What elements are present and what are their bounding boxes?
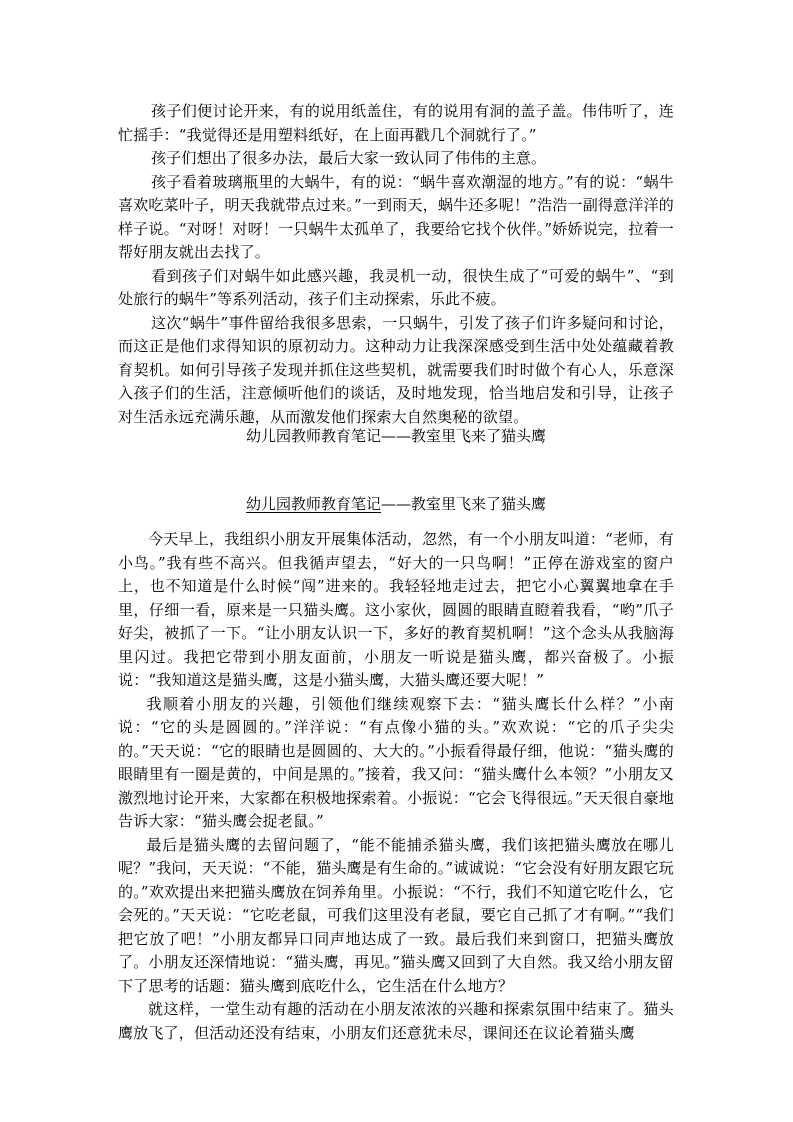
- owl-story-section: [118, 528, 674, 1045]
- snail-story-section: [118, 100, 674, 429]
- paragraph: 孩子们想出了很多办法，最后大家一致认同了伟伟的主意。: [151, 149, 547, 167]
- article-title: [118, 493, 674, 515]
- paragraph: 我顺着小朋友的兴趣，引领他们继续观察下去：“猫头鹰长什么样？”小南说：“它的头是圆圆的。”洋洋说：“有点像小猫的头。”欢欢说：“它的爪子尖尖的。”天天说：“它的眼睛也是圆圆的、大大的。”小振看得最仔细，他说：“猫头鹰的眼睛里有一圈是黄的，中间是黑的。”接着，我又问：“猫头鹰什么本领？”小朋友又激烈地讨论开来，大家都在积极地探索着。小振说：“它会飞得很远。”天天很自豪地告诉大家：“猫头鹰会捉老鼠。”: [118, 694, 674, 830]
- article-title-link[interactable]: 幼儿园教师教育笔记: [245, 495, 381, 513]
- paragraph: 就这样，一堂生动有趣的活动在小朋友浓浓的兴趣和探索氛围中结束了。猫头鹰放飞了，但活动还没有结束，小朋友们还意犹未尽，课间还在议论着猫头鹰: [118, 1000, 674, 1042]
- section-title: 幼儿园教师教育笔记——教室里飞来了猫头鹰: [245, 427, 546, 445]
- paragraph: 今天早上，我组织小朋友开展集体活动，忽然，有一个小朋友叫道：“老师，有小鸟。”我有些不高兴。但我循声望去，“好大的一只鸟啊！”正停在游戏室的窗户上，也不知道是什么时候“闯”进来的。我轻轻地走过去，把它小心翼翼地拿在手里，仔细一看，原来是一只猫头鹰。这小家伙，圆圆的眼睛直瞪着我看，“哟”爪子好尖，被抓了一下。“让小朋友认识一下，多好的教育契机啊！”这个念头从我脑海里闪过。我把它带到小朋友面前，小朋友一听说是猫头鹰，都兴奋极了。小振说：“我知道这是猫头鹰，这是小猫头鹰，大猫头鹰还要大呢！”: [118, 530, 674, 689]
- article-title-rest: ——教室里飞来了猫头鹰: [381, 495, 547, 513]
- paragraph: 孩子们便讨论开来，有的说用纸盖住，有的说用有洞的盖子盖。伟伟听了，连忙摇手：“我觉得还是用塑料纸好，在上面再戳几个洞就行了。”: [118, 102, 674, 144]
- paragraph: 最后是猫头鹰的去留问题了，“能不能捕杀猫头鹰，我们该把猫头鹰放在哪儿呢？”我问，天天说：“不能，猫头鹰是有生命的。”诚诚说：“它会没有好朋友跟它玩的。”欢欢提出来把猫头鹰放在饲养角里。小振说：“不行，我们不知道它吃什么，它会死的。”天天说：“它吃老鼠，可我们这里没有老鼠，要它自己抓了才有啊。”“我们把它放了吧！”小朋友都异口同声地达成了一致。最后我们来到窗口，把猫头鹰放了。小朋友还深情地说：“猫头鹰，再见。”猫头鹰又回到了大自然。我又给小朋友留下了思考的话题：猫头鹰到底吃什么，它生活在什么地方？: [118, 835, 674, 995]
- paragraph: 看到孩子们对蜗牛如此感兴趣，我灵机一动，很快生成了“可爱的蜗牛”、“到处旅行的蜗牛”等系列活动，孩子们主动探索，乐此不疲。: [118, 266, 674, 308]
- paragraph: 这次“蜗牛”事件留给我很多思索，一只蜗牛，引发了孩子们许多疑问和讨论，而这正是他们求得知识的原初动力。这种动力让我深深感受到生活中处处蕴藏着教育契机。如何引导孩子发现并抓住这些契机，就需要我们时时做个有心人，乐意深入孩子们的生活，注意倾听他们的谈话，及时地发现，恰当地启发和引导，让孩子对生活永远充满乐趣，从而激发他们探索大自然奥秘的欲望。: [118, 313, 674, 426]
- paragraph: 孩子看着玻璃瓶里的大蜗牛，有的说：“蜗牛喜欢潮湿的地方。”有的说：“蜗牛喜欢吃菜叶子，明天我就带点过来。”一到雨天，蜗牛还多呢！”浩浩一副得意洋洋的样子说。“对呀！对呀！一只蜗牛太孤单了，我要给它找个伙伴。”娇娇说完，拉着一帮好朋友就出去找了。: [118, 172, 674, 261]
